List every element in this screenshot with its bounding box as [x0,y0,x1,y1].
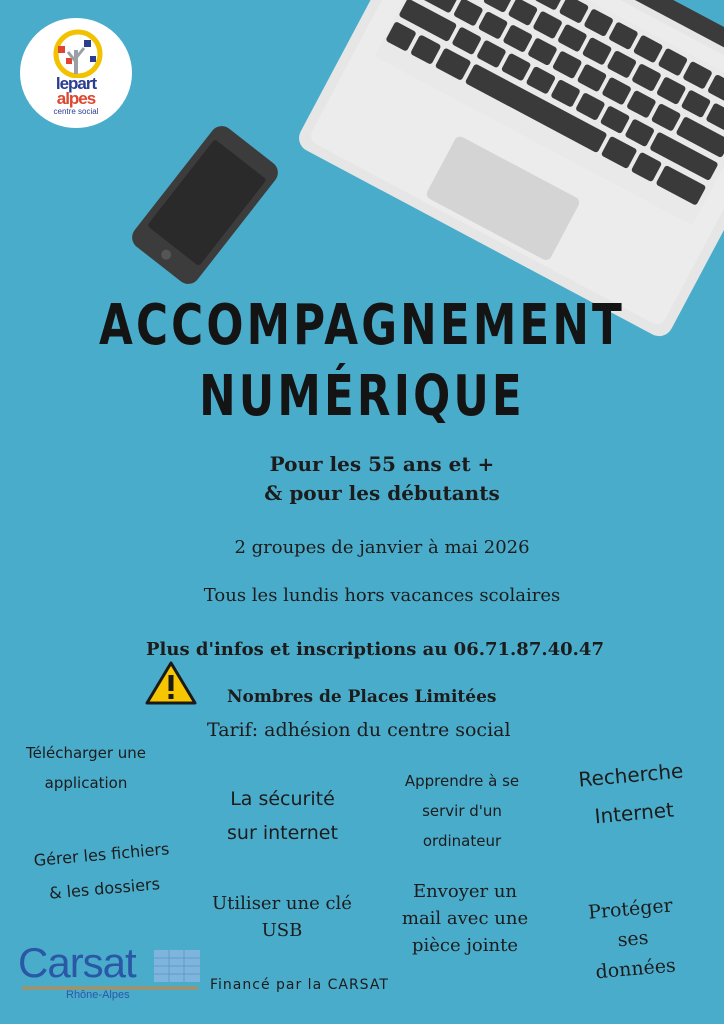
topic-cle [196,890,368,944]
topic-securite-l2: sur internet [227,822,338,844]
carsat-name: Carsat [18,939,136,986]
title-line1: ACCOMPAGNEMENT [99,293,625,358]
topic-mail-l2: mail avec une [401,908,529,929]
topic-telecharger [6,738,166,798]
logo-line3: centre social [53,107,99,116]
topic-proteger-l2: ses [616,926,650,952]
topic-telecharger-l2: application [44,774,128,792]
carsat-region: Rhône-Alpes [62,989,134,1001]
topic-apprendre-l1: Apprendre à se [404,772,520,790]
topic-cle-l2: USB [261,920,303,941]
topic-recherche-l1: Recherche [577,758,685,792]
carsat-grid-icon [154,950,200,982]
topic-proteger [564,889,701,990]
topic-cle-l1: Utiliser une clé [212,893,352,914]
warning-icon [145,660,197,706]
topic-fichiers-l1: Gérer les fichiers [32,839,170,870]
topic-apprendre-l3: ordinateur [422,832,502,850]
logo-line2: alpes [56,89,96,108]
topic-apprendre [382,766,542,856]
title-line2: NUMÉRIQUE [199,364,525,429]
phone-illustration [120,125,290,285]
contact-info: Plus d'infos et inscriptions au 06.71.87.40.47 [146,639,604,660]
topic-recherche [557,750,708,838]
topic-fichiers [5,830,200,914]
funding-credit: Financé par la CARSAT [210,977,389,993]
topic-mail [380,878,550,959]
audience-line2: & pour les débutants [264,481,500,505]
carsat-logo [18,940,200,1002]
topic-mail-l3: pièce jointe [411,935,519,956]
topic-securite [200,782,365,850]
topic-mail-l1: Envoyer un [412,881,518,902]
topic-proteger-l1: Protéger [587,894,674,924]
topic-telecharger-l1: Télécharger une [25,744,146,762]
topic-securite-l1: La sécurité [230,788,335,810]
places-limited: Nombres de Places Limitées [227,687,497,707]
logo-line1: lepart [55,74,97,93]
tarif: Tarif: adhésion du centre social [207,719,511,741]
schedule-groups: 2 groupes de janvier à mai 2026 [234,537,530,558]
audience-line1: Pour les 55 ans et + [269,452,495,476]
topic-apprendre-l2: servir d'un [422,802,502,820]
topic-proteger-l3: données [594,954,677,984]
topic-fichiers-l2: & les dossiers [48,874,161,903]
schedule-days: Tous les lundis hors vacances scolaires [203,585,561,606]
topic-recherche-l2: Internet [593,797,675,829]
